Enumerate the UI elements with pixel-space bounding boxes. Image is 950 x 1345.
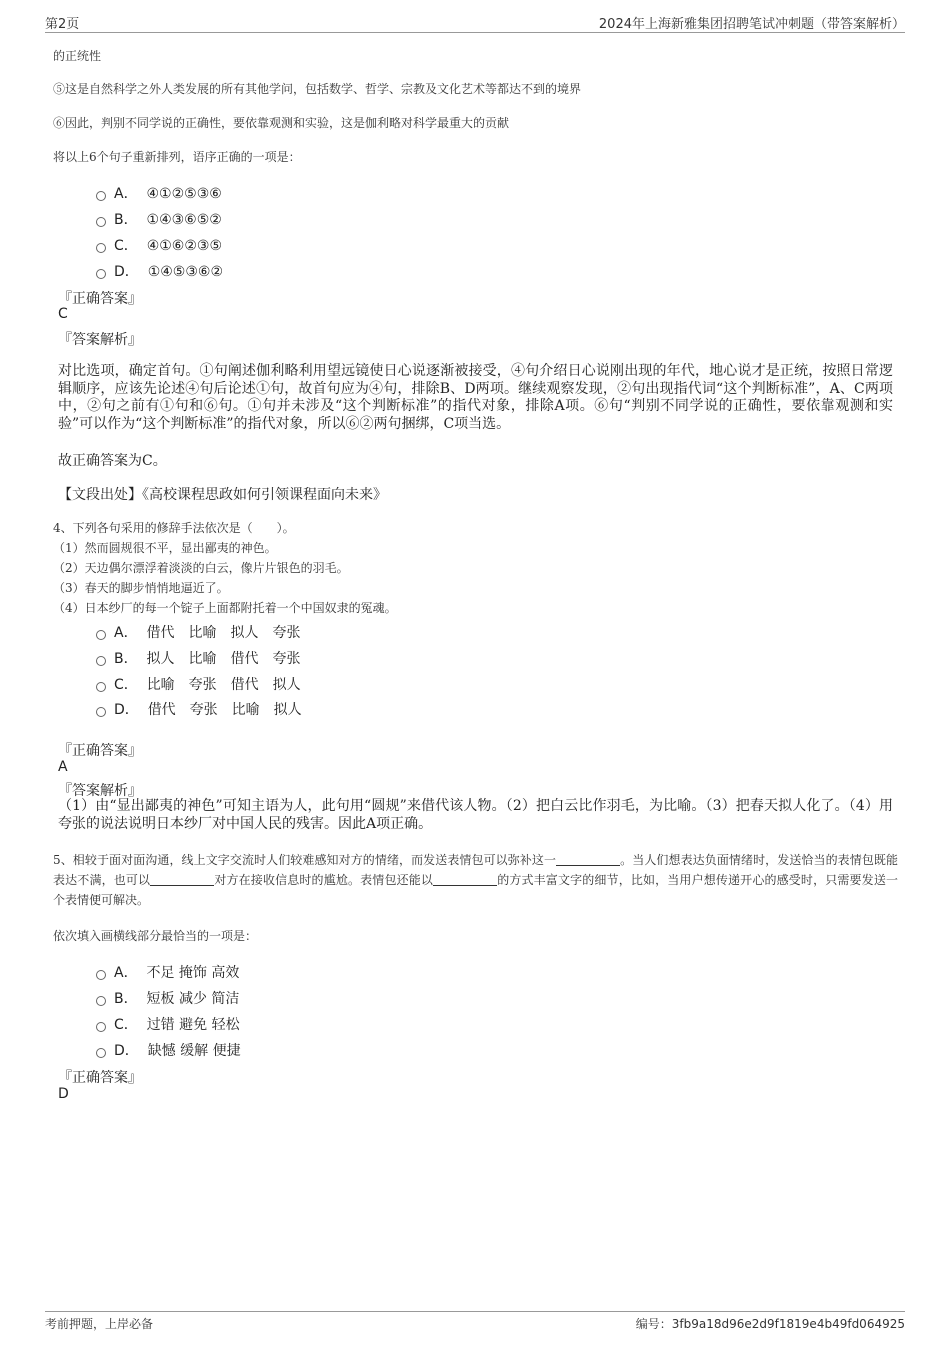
radio-icon[interactable] [96,682,106,692]
q4-analysis-text: （1）由“显出鄙夷的神色”可知主语为人，此句用“圆规”来借代该人物。（2）把白云比作羽毛，为比喻。（3）把春天拟人化了。（4）用夸张的说法说明日本纱厂对中国人民的残害。因此A项正确。 [58,798,893,832]
page-number: 第2页 [45,17,80,32]
q5-option-d[interactable]: D． 缺憾 缓解 便捷 [96,1040,241,1060]
radio-icon[interactable] [96,269,106,279]
q4-sentence-3: （3）春天的脚步悄悄地逼近了。 [53,581,229,595]
q5-answer-label: 『正确答案』 [58,1070,142,1086]
document-code: 编号：3fb9a18d96e2d9f1819e4b49fd064925 [635,1317,905,1331]
fill-blank-1[interactable] [556,853,620,866]
q3-option-c[interactable]: C． ④①⑥②③⑤ [96,235,222,255]
q5-option-c[interactable]: C． 过错 避免 轻松 [96,1014,240,1034]
footer-slogan: 考前押题，上岸必备 [45,1317,154,1331]
q5-stem: 5、相较于面对面沟通，线上文字交流时人们较难感知对方的情绪，而发送表情包可以弥补这一 。当人们想表达负面情绪时，发送恰当的表情包既能表达不满，也可以 对方在接收信息时的尴尬。表情包还能以 的方式丰富文字的细节，比如，当用户想传递开心的感受时，只需要发送一个表情便可解决。 [53,853,898,907]
radio-icon[interactable] [96,707,106,717]
q3-conclusion: 故正确答案为C。 [58,453,167,469]
q4-answer-label: 『正确答案』 [58,743,142,759]
q4-sentence-1: （1）然而圆规很不平，显出鄙夷的神色。 [53,541,277,555]
q3-analysis-label: 『答案解析』 [58,332,142,348]
radio-icon[interactable] [96,191,106,201]
q4-option-c[interactable]: C． 比喻 夸张 借代 拟人 [96,674,301,694]
q4-sentence-2: （2）天边偶尔漂浮着淡淡的白云，像片片银色的羽毛。 [53,561,349,575]
q3-prompt: 将以上6个句子重新排列，语序正确的一项是： [53,150,301,164]
radio-icon[interactable] [96,1022,106,1032]
q3-analysis-text: 对比选项，确定首句。①句阐述伽利略利用望远镜使日心说逐渐被接受，④句介绍日心说刚出现的年代，地心说才是正统，按照日常逻辑顺序，应该先论述④句后论述①句，故首句应为④句，排除B、D两项。继续观察发现，②句出现指代词“这个判断标准”，A、C两项中，②句之前有①句和⑥句。①句并未涉及“这个判断标准”的指代对象，排除A项。⑥句“判别不同学说的正确性，要依靠观测和实验”可以作为“这个判断标准”的指代对象，所以⑥②两句捆绑，C项当选。 [58,363,893,432]
radio-icon[interactable] [96,243,106,253]
fill-blank-2[interactable] [150,873,214,886]
q4-stem: 4、下列各句采用的修辞手法依次是（ ）。 [53,521,295,535]
q3-source: 【文段出处】《高校课程思政如何引领课程面向未来》 [58,487,387,503]
footer-divider [45,1311,905,1312]
header-divider [45,32,905,33]
radio-icon[interactable] [96,970,106,980]
q5-option-b[interactable]: B． 短板 减少 简洁 [96,988,239,1008]
q3-answer-label: 『正确答案』 [58,291,142,307]
q4-sentence-4: （4）日本纱厂的每一个锭子上面都附托着一个中国奴隶的冤魂。 [53,601,397,615]
radio-icon[interactable] [96,996,106,1006]
q3-sentence-6: ⑥因此，判别不同学说的正确性，要依靠观测和实验，这是伽利略对科学最重大的贡献 [53,116,510,130]
radio-icon[interactable] [96,1048,106,1058]
radio-icon[interactable] [96,656,106,666]
radio-icon[interactable] [96,217,106,227]
q4-analysis-label: 『答案解析』 [58,783,142,799]
q5-prompt: 依次填入画横线部分最恰当的一项是： [53,929,258,943]
q3-option-a[interactable]: A． ④①②⑤③⑥ [96,183,222,203]
q4-answer-value: A [58,759,68,775]
q5-answer-value: D [58,1086,69,1102]
q3-sentence-continuation: 的正统性 [53,49,102,63]
q4-option-b[interactable]: B． 拟人 比喻 借代 夸张 [96,648,301,668]
q4-option-d[interactable]: D． 借代 夸张 比喻 拟人 [96,699,302,719]
q4-option-a[interactable]: A． 借代 比喻 拟人 夸张 [96,622,300,642]
q3-option-d[interactable]: D． ①④⑤③⑥② [96,261,223,281]
q3-answer-value: C [58,306,68,322]
document-title: 2024年上海新雅集团招聘笔试冲刺题（带答案解析） [598,17,905,32]
q3-option-b[interactable]: B． ①④③⑥⑤② [96,209,222,229]
q5-option-a[interactable]: A． 不足 掩饰 高效 [96,962,239,982]
fill-blank-3[interactable] [433,873,497,886]
radio-icon[interactable] [96,630,106,640]
q3-sentence-5: ⑤这是自然科学之外人类发展的所有其他学问，包括数学、哲学、宗教及文化艺术等都达不到的境界 [53,82,582,96]
